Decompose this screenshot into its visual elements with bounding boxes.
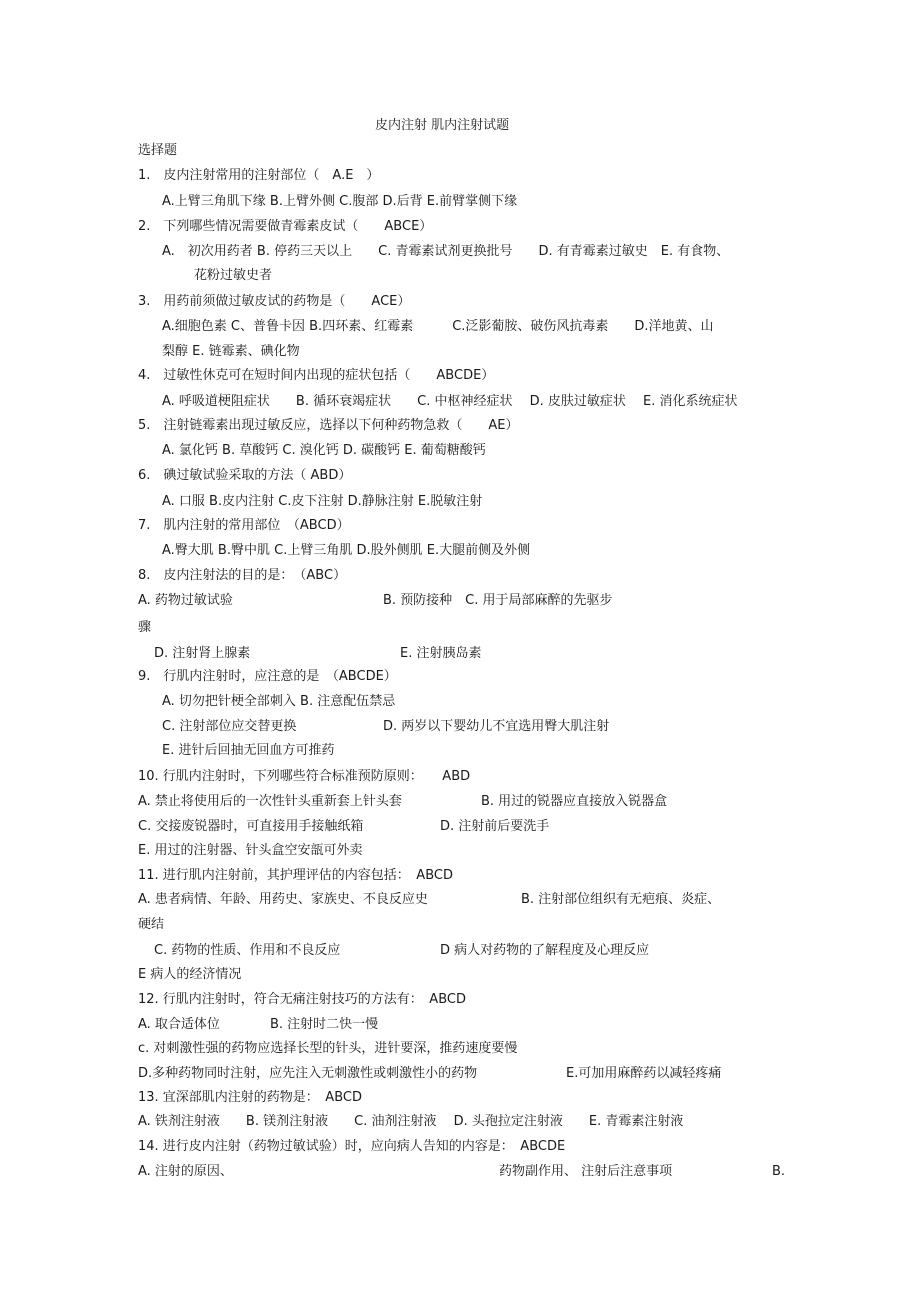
question-12-option-d: D.多种药物同时注射，应先注入无刺激性或刺激性小的药物 <box>138 1066 478 1081</box>
section-heading: 选择题 <box>138 143 178 158</box>
question-12-option-c: c. 对刺激性强的药物应选择长型的针头，进针要深，推药速度要慢 <box>138 1041 518 1056</box>
question-3-options: A.细胞色素 C、普鲁卡因 B.四环素、红霉素 C.泛影葡胺、破伤风抗毒素 D.洋地黄、山 <box>162 319 714 334</box>
question-10-option-a: A. 禁止将使用后的一次性针头重新套上针头套 <box>138 794 402 809</box>
question-7-options: A.臀大肌 B.臀中肌 C.上臂三角肌 D.股外侧肌 E.大腿前侧及外侧 <box>162 543 531 558</box>
question-12: 12. 行肌内注射时，符合无痛注射技巧的方法有： ABCD <box>138 992 466 1007</box>
question-10-option-b: B. 用过的锐器应直接放入锐器盒 <box>481 794 668 809</box>
question-9-option-ab: A. 切勿把针梗全部刺入 B. 注意配伍禁忌 <box>162 694 396 709</box>
question-11-option-a: A. 患者病情、年龄、用药史、家族史、不良反应史 <box>138 892 428 907</box>
question-4: 4. 过敏性休克可在短时间内出现的症状包括（ ABCDE） <box>138 368 495 383</box>
question-12-option-e: E.可加用麻醉药以减轻疼痛 <box>566 1066 722 1081</box>
question-14-option-b: B. <box>772 1164 786 1179</box>
question-11-cont: 硬结 <box>138 917 165 932</box>
question-6-options: A. 口服 B.皮内注射 C.皮下注射 D.静脉注射 E.脱敏注射 <box>162 494 483 509</box>
page-title: 皮内注射 肌内注射试题 <box>375 118 510 133</box>
question-11: 11. 进行肌内注射前，其护理评估的内容包括： ABCD <box>138 868 453 883</box>
question-3: 3. 用药前须做过敏皮试的药物是（ ACE） <box>138 294 411 309</box>
question-13: 13. 宜深部肌内注射的药物是： ABCD <box>138 1090 362 1105</box>
question-12-option-b: B. 注射时二快一慢 <box>270 1017 379 1032</box>
question-10: 10. 行肌内注射时，下列哪些符合标准预防原则： ABD <box>138 769 471 784</box>
question-5-options: A. 氯化钙 B. 草酸钙 C. 溴化钙 D. 碳酸钙 E. 葡萄糖酸钙 <box>162 443 486 458</box>
question-11-option-d: D 病人对药物的了解程度及心理反应 <box>440 943 650 958</box>
question-13-options: A. 铁剂注射液 B. 镁剂注射液 C. 油剂注射液 D. 头孢拉定注射液 E. 青霉素注射液 <box>138 1114 684 1129</box>
question-11-option-e: E 病人的经济情况 <box>138 967 242 982</box>
question-8: 8. 皮内注射法的目的是： （ABC） <box>138 568 347 583</box>
question-4-options: A. 呼吸道梗阻症状 B. 循环衰竭症状 C. 中枢神经症状 D. 皮肤过敏症状 E. 消化系统症状 <box>162 394 738 409</box>
question-14-option-a: A. 注射的原因、 <box>138 1164 233 1179</box>
question-9-option-d: D. 两岁以下婴幼儿不宜选用臀大肌注射 <box>383 719 610 734</box>
question-9-option-e: E. 进针后回抽无回血方可推药 <box>162 743 335 758</box>
question-8-option-d: D. 注射肾上腺素 <box>154 646 251 661</box>
question-1-options: A.上臂三角肌下缘 B.上臂外侧 C.腹部 D.后背 E.前臂掌侧下缘 <box>162 194 518 209</box>
question-2-options-cont: 花粉过敏史者 <box>194 268 273 283</box>
question-9-option-c: C. 注射部位应交替更换 <box>162 719 297 734</box>
question-8-option-bc: B. 预防接种 C. 用于局部麻醉的先驱步 <box>383 593 613 608</box>
question-12-option-a: A. 取合适体位 <box>138 1017 220 1032</box>
question-5: 5. 注射链霉素出现过敏反应，选择以下何种药物急救（ AE） <box>138 418 519 433</box>
question-10-option-d: D. 注射前后要洗手 <box>440 819 550 834</box>
question-11-option-b: B. 注射部位组织有无疤痕、炎症、 <box>521 892 721 907</box>
question-1: 1. 皮内注射常用的注射部位（ A.E ） <box>138 168 380 183</box>
question-11-option-c: C. 药物的性质、作用和不良反应 <box>154 943 341 958</box>
question-3-options-cont: 梨醇 E. 链霉素、碘化物 <box>162 344 300 359</box>
question-2: 2. 下列哪些情况需要做青霉素皮试（ ABCE） <box>138 219 433 234</box>
question-8-option-a: A. 药物过敏试验 <box>138 593 233 608</box>
question-8-cont: 骤 <box>138 620 152 635</box>
question-6: 6. 碘过敏试验采取的方法（ ABD） <box>138 468 352 483</box>
question-8-option-e: E. 注射胰岛素 <box>400 646 482 661</box>
question-7: 7. 肌内注射的常用部位 （ABCD） <box>138 518 350 533</box>
question-9: 9. 行肌内注射时，应注意的是 （ABCDE） <box>138 669 397 684</box>
question-14-option-mid: 药物副作用、 注射后注意事项 <box>499 1164 673 1179</box>
question-10-option-c: C. 交接废锐器时，可直接用手接触纸箱 <box>138 819 364 834</box>
question-14: 14. 进行皮内注射（药物过敏试验）时，应向病人告知的内容是： ABCDE <box>138 1139 566 1154</box>
question-10-option-e: E. 用过的注射器、针头盒空安瓿可外卖 <box>138 843 363 858</box>
question-2-options: A. 初次用药者 B. 停药三天以上 C. 青霉素试剂更换批号 D. 有青霉素过敏史 E. 有食物、 <box>162 244 730 259</box>
